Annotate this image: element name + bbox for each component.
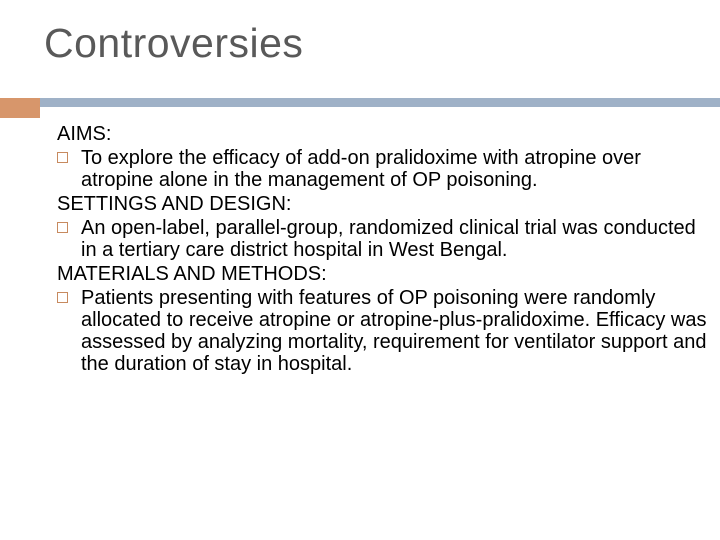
section-aims bbox=[57, 122, 707, 191]
bullet-text: To explore the efficacy of add-on pralidoxime with atropine over atropine alone in the management of OP poisoning. bbox=[81, 147, 641, 191]
section-heading: AIMS: bbox=[57, 123, 112, 145]
section-settings-and-design bbox=[57, 192, 707, 261]
section-materials-and-methods bbox=[57, 262, 707, 375]
title-accent-block bbox=[0, 98, 40, 118]
slide-body bbox=[57, 122, 707, 376]
square-bullet-icon bbox=[57, 292, 68, 303]
title-rule-line bbox=[40, 98, 720, 107]
square-bullet-icon bbox=[57, 222, 68, 233]
slide-title: Controversies bbox=[44, 20, 304, 66]
section-heading: MATERIALS AND METHODS: bbox=[57, 263, 327, 285]
bullet-text: An open-label, parallel-group, randomized clinical trial was conducted in a tertiary care district hospital in West Bengal. bbox=[81, 217, 696, 261]
bullet-text: Patients presenting with features of OP poisoning were randomly allocated to receive atropine or atropine-plus-pralidoxime. Efficacy was assessed by analyzing mortality, requirement for ventilator support and the duration of stay in hospital. bbox=[81, 287, 707, 375]
section-heading: SETTINGS AND DESIGN: bbox=[57, 193, 292, 215]
square-bullet-icon bbox=[57, 152, 68, 163]
bullet-item bbox=[57, 217, 707, 261]
bullet-item bbox=[57, 147, 707, 191]
bullet-item bbox=[57, 287, 707, 375]
